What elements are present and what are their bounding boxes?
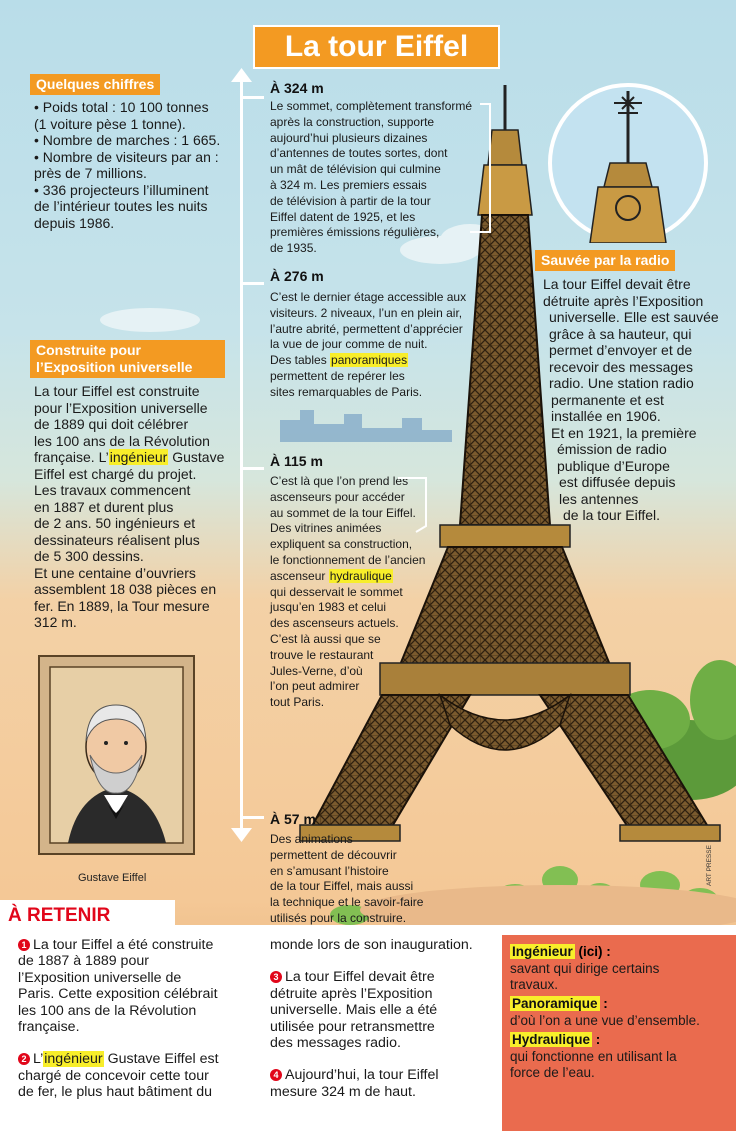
construite-line: dessinateurs réalisent plus xyxy=(34,531,200,548)
highlighted-term-ingenieur: ingénieur xyxy=(44,1051,103,1068)
text-segment: française. L’ xyxy=(34,449,109,465)
portrait-caption: Gustave Eiffel xyxy=(78,872,147,884)
retenir-line xyxy=(18,1051,258,1067)
retenir-line xyxy=(270,1067,500,1083)
retenir-line: mesure 324 m de haut. xyxy=(270,1083,416,1100)
h324-line: de 1935. xyxy=(270,241,317,256)
glossary-term-line xyxy=(510,943,728,961)
tick-115 xyxy=(242,467,264,470)
h276-line xyxy=(270,353,485,369)
retenir-line: utilisée pour retransmettre xyxy=(270,1018,435,1035)
construite-heading-line1: Construite pour xyxy=(36,342,141,358)
h57-line: la technique et le savoir-faire xyxy=(270,895,424,910)
h276-line: visiteurs. 2 niveaux, l’un en plein air, xyxy=(270,305,463,320)
h276-line: C’est le dernier étage accessible aux xyxy=(270,290,467,304)
h324-line: après la construction, supporte xyxy=(270,114,435,129)
construite-heading-line2: l’Exposition universelle xyxy=(36,359,193,375)
construite-line: les 100 ans de la Révolution xyxy=(34,432,210,449)
glossary-term: Hydraulique xyxy=(512,1032,591,1047)
h115-line: des ascenseurs actuels. xyxy=(270,616,399,631)
radio-line: permanente et est xyxy=(551,391,664,408)
chiffres-line: • Nombre de visiteurs par an : xyxy=(34,148,219,165)
chiffres-line: (1 voiture pèse 1 tonne). xyxy=(34,115,186,132)
retenir-point-1 xyxy=(18,937,258,1035)
glossary-term: Panoramique xyxy=(512,996,598,1011)
radio-line: grâce à sa hauteur, qui xyxy=(549,325,692,342)
retenir-line: universelle. Mais elle a été xyxy=(270,1002,438,1019)
retenir-line: chargé de concevoir cette tour xyxy=(18,1067,209,1084)
h115-line: C’est là aussi que se xyxy=(270,631,381,646)
radio-line: publique d’Europe xyxy=(557,457,670,474)
credit-text: ART PRESSE xyxy=(706,845,713,886)
glossary-box xyxy=(502,935,736,1131)
chiffres-heading: Quelques chiffres xyxy=(30,74,160,95)
radio-line: universelle. Elle est sauvée xyxy=(549,309,719,325)
h115-line: Des vitrines animées xyxy=(270,521,382,536)
text-segment: Gustave xyxy=(168,449,225,465)
radio-text xyxy=(543,276,733,524)
page-title: La tour Eiffel xyxy=(253,25,500,69)
tick-324 xyxy=(242,96,264,99)
text-segment: ascenseur xyxy=(270,568,329,583)
chiffres-line: • Nombre de marches : 1 665. xyxy=(34,132,221,148)
highlighted-term-ingenieur: ingénieur xyxy=(109,449,168,465)
altitude-115-label: À 115 m xyxy=(270,453,323,469)
text-segment: La tour Eiffel devait être xyxy=(285,969,435,986)
pointer-line-324 xyxy=(460,92,510,242)
h324-line: aujourd’hui plusieurs dizaines xyxy=(270,130,428,145)
glossary-term: Ingénieur xyxy=(512,944,573,959)
construite-line: Eiffel est chargé du projet. xyxy=(34,465,197,482)
h115-line: Jules-Verne, d’où xyxy=(270,663,363,678)
construite-line xyxy=(34,449,239,466)
pointer-line-115 xyxy=(396,476,436,536)
radio-line: recevoir des messages xyxy=(549,358,693,375)
retenir-line: Paris. Cette exposition célébrait xyxy=(18,986,218,1003)
construite-line: assemblent 18 038 pièces en xyxy=(34,581,217,597)
h324-line: un mât de télévision qui culmine xyxy=(270,162,441,177)
chiffres-line: depuis 1986. xyxy=(34,214,115,231)
altitude-57-text xyxy=(270,832,460,927)
number-badge: 4 xyxy=(270,1069,282,1081)
altitude-57-label: À 57 m xyxy=(270,811,316,827)
glossary-term-line xyxy=(510,995,728,1013)
chiffres-line: de l’intérieur toutes les nuits xyxy=(34,198,208,214)
altitude-276-label: À 276 m xyxy=(270,268,324,284)
tick-57 xyxy=(242,816,264,819)
h276-line: l’autre abrité, permettent d’apprécier xyxy=(270,321,463,336)
altitude-276-text xyxy=(270,290,485,401)
chiffres-line: • 336 projecteurs l’illuminent xyxy=(34,181,209,198)
h324-line: à 324 m. Les premiers essais xyxy=(270,177,427,192)
construite-text xyxy=(34,383,239,631)
radio-heading: Sauvée par la radio xyxy=(535,250,675,271)
gustave-eiffel-portrait xyxy=(38,655,195,855)
h115-line: expliquent sa construction, xyxy=(270,537,413,552)
h276-line: la vue de jour comme de nuit. xyxy=(270,337,428,352)
radio-line: détruite après l’Exposition xyxy=(543,292,704,309)
h115-line: tout Paris. xyxy=(270,695,325,710)
retenir-line: de fer, le plus haut bâtiment du xyxy=(18,1084,213,1101)
construite-line: pour l’Exposition universelle xyxy=(34,399,208,416)
text-segment: La tour Eiffel a été construite xyxy=(33,937,214,953)
glossary-entry-ingenieur xyxy=(510,943,728,993)
glossary-term-suffix: : xyxy=(599,996,608,1011)
chiffres-line: près de 7 millions. xyxy=(34,165,147,181)
retenir-column-1 xyxy=(18,937,258,1101)
text-segment: Des tables xyxy=(270,353,331,368)
highlighted-term-hydraulique: hydraulique xyxy=(329,568,392,583)
construite-line: Et une centaine d’ouvriers xyxy=(34,564,196,581)
retenir-line: monde lors de son inauguration. xyxy=(270,937,473,953)
glossary-definition: force de l’eau. xyxy=(510,1065,595,1080)
text-segment: Gustave Eiffel est xyxy=(103,1051,219,1068)
retenir-line xyxy=(270,969,500,985)
construite-line: en 1887 et durent plus xyxy=(34,498,174,515)
retenir-line: de 1887 à 1889 pour xyxy=(18,953,149,970)
construite-line: fer. En 1889, la Tour mesure xyxy=(34,597,210,614)
height-arrow-line xyxy=(240,78,243,830)
glossary-definition: savant qui dirige certains xyxy=(510,961,660,976)
arrow-up-icon xyxy=(231,68,252,82)
retenir-point-2 xyxy=(18,1051,258,1100)
retenir-heading: À RETENIR xyxy=(0,900,175,930)
radio-line: installée en 1906. xyxy=(551,408,661,424)
h115-line: jusqu’en 1983 et celui xyxy=(270,600,387,615)
number-badge: 3 xyxy=(270,971,282,983)
h324-line: Eiffel datent de 1925, et les xyxy=(270,209,416,224)
construite-line: La tour Eiffel est construite xyxy=(34,383,200,399)
glossary-term-line xyxy=(510,1031,728,1049)
radio-line: les antennes xyxy=(559,490,639,507)
retenir-line: française. xyxy=(18,1019,80,1036)
glossary-definition: qui fonctionne en utilisant la xyxy=(510,1049,677,1064)
number-badge: 1 xyxy=(18,939,30,951)
h276-line: permettent de repérer les xyxy=(270,368,405,383)
retenir-line xyxy=(18,937,258,953)
h115-line xyxy=(270,569,435,585)
glossary-definition: d’où l’on a une vue d’ensemble. xyxy=(510,1013,700,1028)
h57-line: Des animations xyxy=(270,832,353,846)
construite-heading xyxy=(30,340,225,378)
glossary-term-suffix: : xyxy=(592,1032,601,1047)
retenir-line: détruite après l’Exposition xyxy=(270,985,433,1002)
construite-line: de 2 ans. 50 ingénieurs et xyxy=(34,515,196,531)
h324-line: premières émissions régulières, xyxy=(270,225,440,240)
radio-line: Et en 1921, la première xyxy=(551,424,697,441)
h57-line: permettent de découvrir xyxy=(270,847,397,862)
h115-line: au sommet de la tour Eiffel. xyxy=(270,505,416,520)
construite-line: Les travaux commencent xyxy=(34,482,191,498)
h115-line: qui desservait le sommet xyxy=(270,584,403,599)
h115-line: C’est là que l’on prend les xyxy=(270,474,409,488)
tick-276 xyxy=(242,282,264,285)
h57-line: de la tour Eiffel, mais aussi xyxy=(270,879,414,894)
glossary-term-suffix: (ici) : xyxy=(574,944,611,959)
radio-line: La tour Eiffel devait être xyxy=(543,276,691,292)
construite-line: de 5 300 dessins. xyxy=(34,548,144,564)
h115-line: ascenseurs pour accéder xyxy=(270,489,405,504)
h324-line: Le sommet, complètement transformé xyxy=(270,99,473,113)
radio-line: permet d’envoyer et de xyxy=(549,342,693,358)
retenir-line: l’Exposition universelle de xyxy=(18,969,182,986)
radio-line: émission de radio xyxy=(557,441,667,457)
construite-line: 312 m. xyxy=(34,614,77,630)
text-segment: Aujourd’hui, la tour Eiffel xyxy=(285,1067,439,1084)
altitude-324-label: À 324 m xyxy=(270,80,324,96)
highlighted-term-panoramiques: panoramiques xyxy=(331,353,408,368)
h57-line: utilisés pour la construire. xyxy=(270,910,407,925)
retenir-line: les 100 ans de la Révolution xyxy=(18,1002,197,1019)
h324-line: de télévision à partir de la tour xyxy=(270,193,431,208)
radio-line: radio. Une station radio xyxy=(549,375,694,391)
chiffres-text xyxy=(34,99,239,231)
radio-line: est diffusée depuis xyxy=(559,474,676,490)
radio-line: de la tour Eiffel. xyxy=(563,507,661,523)
h276-line: sites remarquables de Paris. xyxy=(270,384,423,399)
glossary-entry-panoramique xyxy=(510,995,728,1029)
h115-line: le fonctionnement de l’ancien xyxy=(270,552,426,567)
h115-line: l’on peut admirer xyxy=(270,679,360,694)
arrow-down-icon xyxy=(231,828,252,842)
h324-line: d’antennes de toutes sortes, dont xyxy=(270,146,448,161)
retenir-line: des messages radio. xyxy=(270,1035,401,1052)
h115-line: trouve le restaurant xyxy=(270,647,374,662)
retenir-point-3 xyxy=(270,969,500,1051)
glossary-entry-hydraulique xyxy=(510,1031,728,1081)
h57-line: en s’amusant l’histoire xyxy=(270,863,389,878)
text-segment: L’ xyxy=(33,1051,44,1068)
number-badge: 2 xyxy=(18,1053,30,1065)
retenir-point-4 xyxy=(270,1067,500,1100)
retenir-column-2 xyxy=(270,937,500,1100)
chiffres-line: • Poids total : 10 100 tonnes xyxy=(34,99,209,115)
glossary-definition: travaux. xyxy=(510,977,559,992)
construite-line: de 1889 qui doit célébrer xyxy=(34,416,189,432)
summit-detail-circle xyxy=(548,83,708,243)
